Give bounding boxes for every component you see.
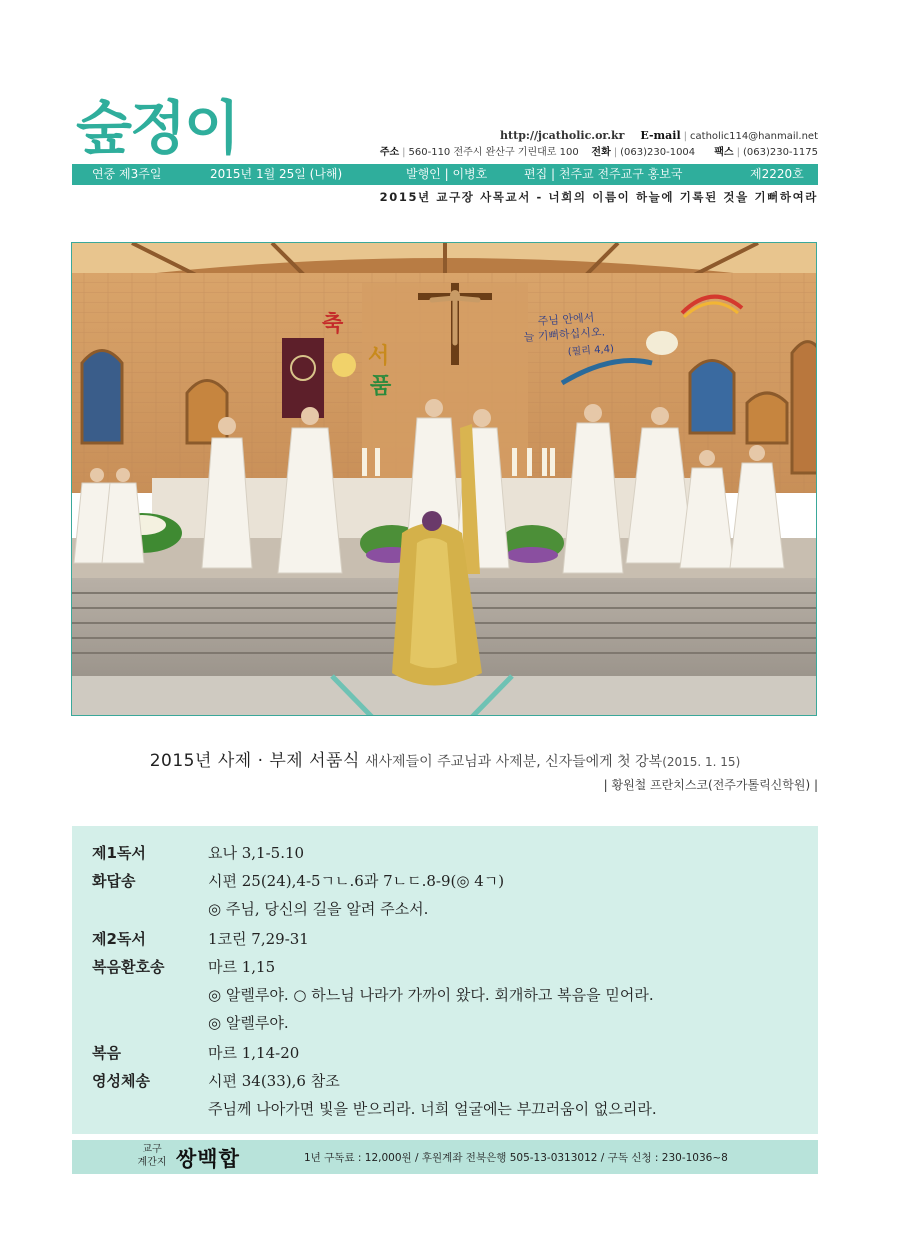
reading-row xyxy=(72,870,818,898)
footer-magazine-name: 쌍백합 xyxy=(176,1146,240,1171)
reading-row xyxy=(72,1042,818,1070)
reading-row xyxy=(72,1070,818,1098)
subscription-footer xyxy=(72,1140,818,1174)
issue-number: 제2220호 xyxy=(750,167,804,181)
email-address[interactable]: catholic114@hanmail.net xyxy=(690,131,818,142)
issue-info-bar xyxy=(72,164,818,185)
reading-label: 화답송 xyxy=(92,872,136,890)
wall-text-1: 주님 안에서 xyxy=(537,311,595,328)
reading-text: ◎ 주님, 당신의 길을 알려 주소서. xyxy=(208,900,429,918)
reading-label: 영성체송 xyxy=(92,1072,150,1090)
ordination-photo xyxy=(71,242,817,716)
caption-description: 새사제들이 주교님과 사제분, 신자들에게 첫 강복 xyxy=(365,754,663,770)
banner-char-2: 서 xyxy=(368,344,390,369)
fax-label: 팩스 xyxy=(714,147,734,158)
reading-text: 요나 3,1-5.10 xyxy=(208,844,305,862)
reading-text: 마르 1,15 xyxy=(208,958,276,976)
caption-title: 2015년 사제 · 부제 서품식 xyxy=(149,751,360,771)
address-value: 560-110 전주시 완산구 기린대로 100 xyxy=(408,147,579,158)
pastoral-letter-headline: 2015년 교구장 사목교서 - 너희의 이름이 하늘에 기록된 것을 기뻐하여라 xyxy=(379,190,818,204)
reading-label: 제1독서 xyxy=(92,844,146,862)
ordination-scene-image xyxy=(72,243,817,716)
reading-text: 1코린 7,29-31 xyxy=(208,930,309,948)
contact-info: http://jcatholic.or.kr E-mail | catholic114@hanmail.net 주소 | 560-110 전주시 완산구 기린대로 100 전화 | (063)230-1004 팩스 | (063)230-1175 xyxy=(379,129,818,158)
reading-text: 시편 25(24),4-5ㄱㄴ.6과 7ㄴㄷ.8-9(◎ 4ㄱ) xyxy=(208,872,505,890)
masthead-title: 숲정이 xyxy=(76,94,239,158)
wall-text-2: 늘 기뻐하십시오. xyxy=(523,325,606,344)
site-url[interactable]: http://jcatholic.or.kr xyxy=(500,129,625,142)
issue-date: 2015년 1월 25일 (나해) xyxy=(210,167,343,181)
email-label: E-mail xyxy=(640,129,681,142)
reading-label: 제2독서 xyxy=(92,930,146,948)
wall-text-3: (필리 4,4) xyxy=(567,343,615,358)
reading-row xyxy=(72,1098,818,1126)
reading-label: 복음 xyxy=(92,1044,121,1062)
address-label: 주소 xyxy=(379,147,400,158)
reading-text: 마르 1,14-20 xyxy=(208,1044,300,1062)
publisher: 발행인 | 이병호 xyxy=(406,167,488,181)
reading-row xyxy=(72,1012,818,1040)
phone-value: (063)230-1004 xyxy=(620,147,696,158)
reading-row xyxy=(72,928,818,956)
reading-row xyxy=(72,956,818,984)
banner-char-1: 축 xyxy=(322,312,344,337)
reading-row xyxy=(72,898,818,926)
footer-small-line-2: 계간지 xyxy=(137,1157,167,1168)
reading-text: ◎ 알렐루야. ○ 하느님 나라가 가까이 왔다. 회개하고 복음을 믿어라. xyxy=(208,986,654,1004)
phone-label: 전화 xyxy=(591,147,611,158)
reading-row xyxy=(72,842,818,870)
editor: 편집 | 천주교 전주교구 홍보국 xyxy=(524,167,683,181)
photo-caption xyxy=(72,746,818,771)
readings-box xyxy=(72,826,818,1134)
footer-magazine-type xyxy=(132,1143,172,1169)
masthead-logo xyxy=(74,92,274,158)
footer-subscription-info: 1년 구독료 : 12,000원 / 후원계좌 전북은행 505-13-0313012 / 구독 신청 : 230-1036~8 xyxy=(304,1152,728,1164)
footer-small-line-1: 교구 xyxy=(142,1144,162,1155)
reading-text: ◎ 알렐루야. xyxy=(208,1014,289,1032)
reading-text: 주님께 나아가면 빛을 받으리라. 너희 얼굴에는 부끄러움이 없으리라. xyxy=(208,1100,657,1118)
reading-label: 복음환호송 xyxy=(92,958,165,976)
banner-char-3: 품 xyxy=(370,374,392,399)
fax-value: (063)230-1175 xyxy=(742,147,818,158)
liturgical-week: 연중 제3주일 xyxy=(92,167,162,181)
caption-date: (2015. 1. 15) xyxy=(662,755,741,769)
photo-credit: | 황원철 프란치스코(전주가톨릭신학원) | xyxy=(603,778,818,792)
reading-text: 시편 34(33),6 참조 xyxy=(208,1072,340,1090)
reading-row xyxy=(72,984,818,1012)
